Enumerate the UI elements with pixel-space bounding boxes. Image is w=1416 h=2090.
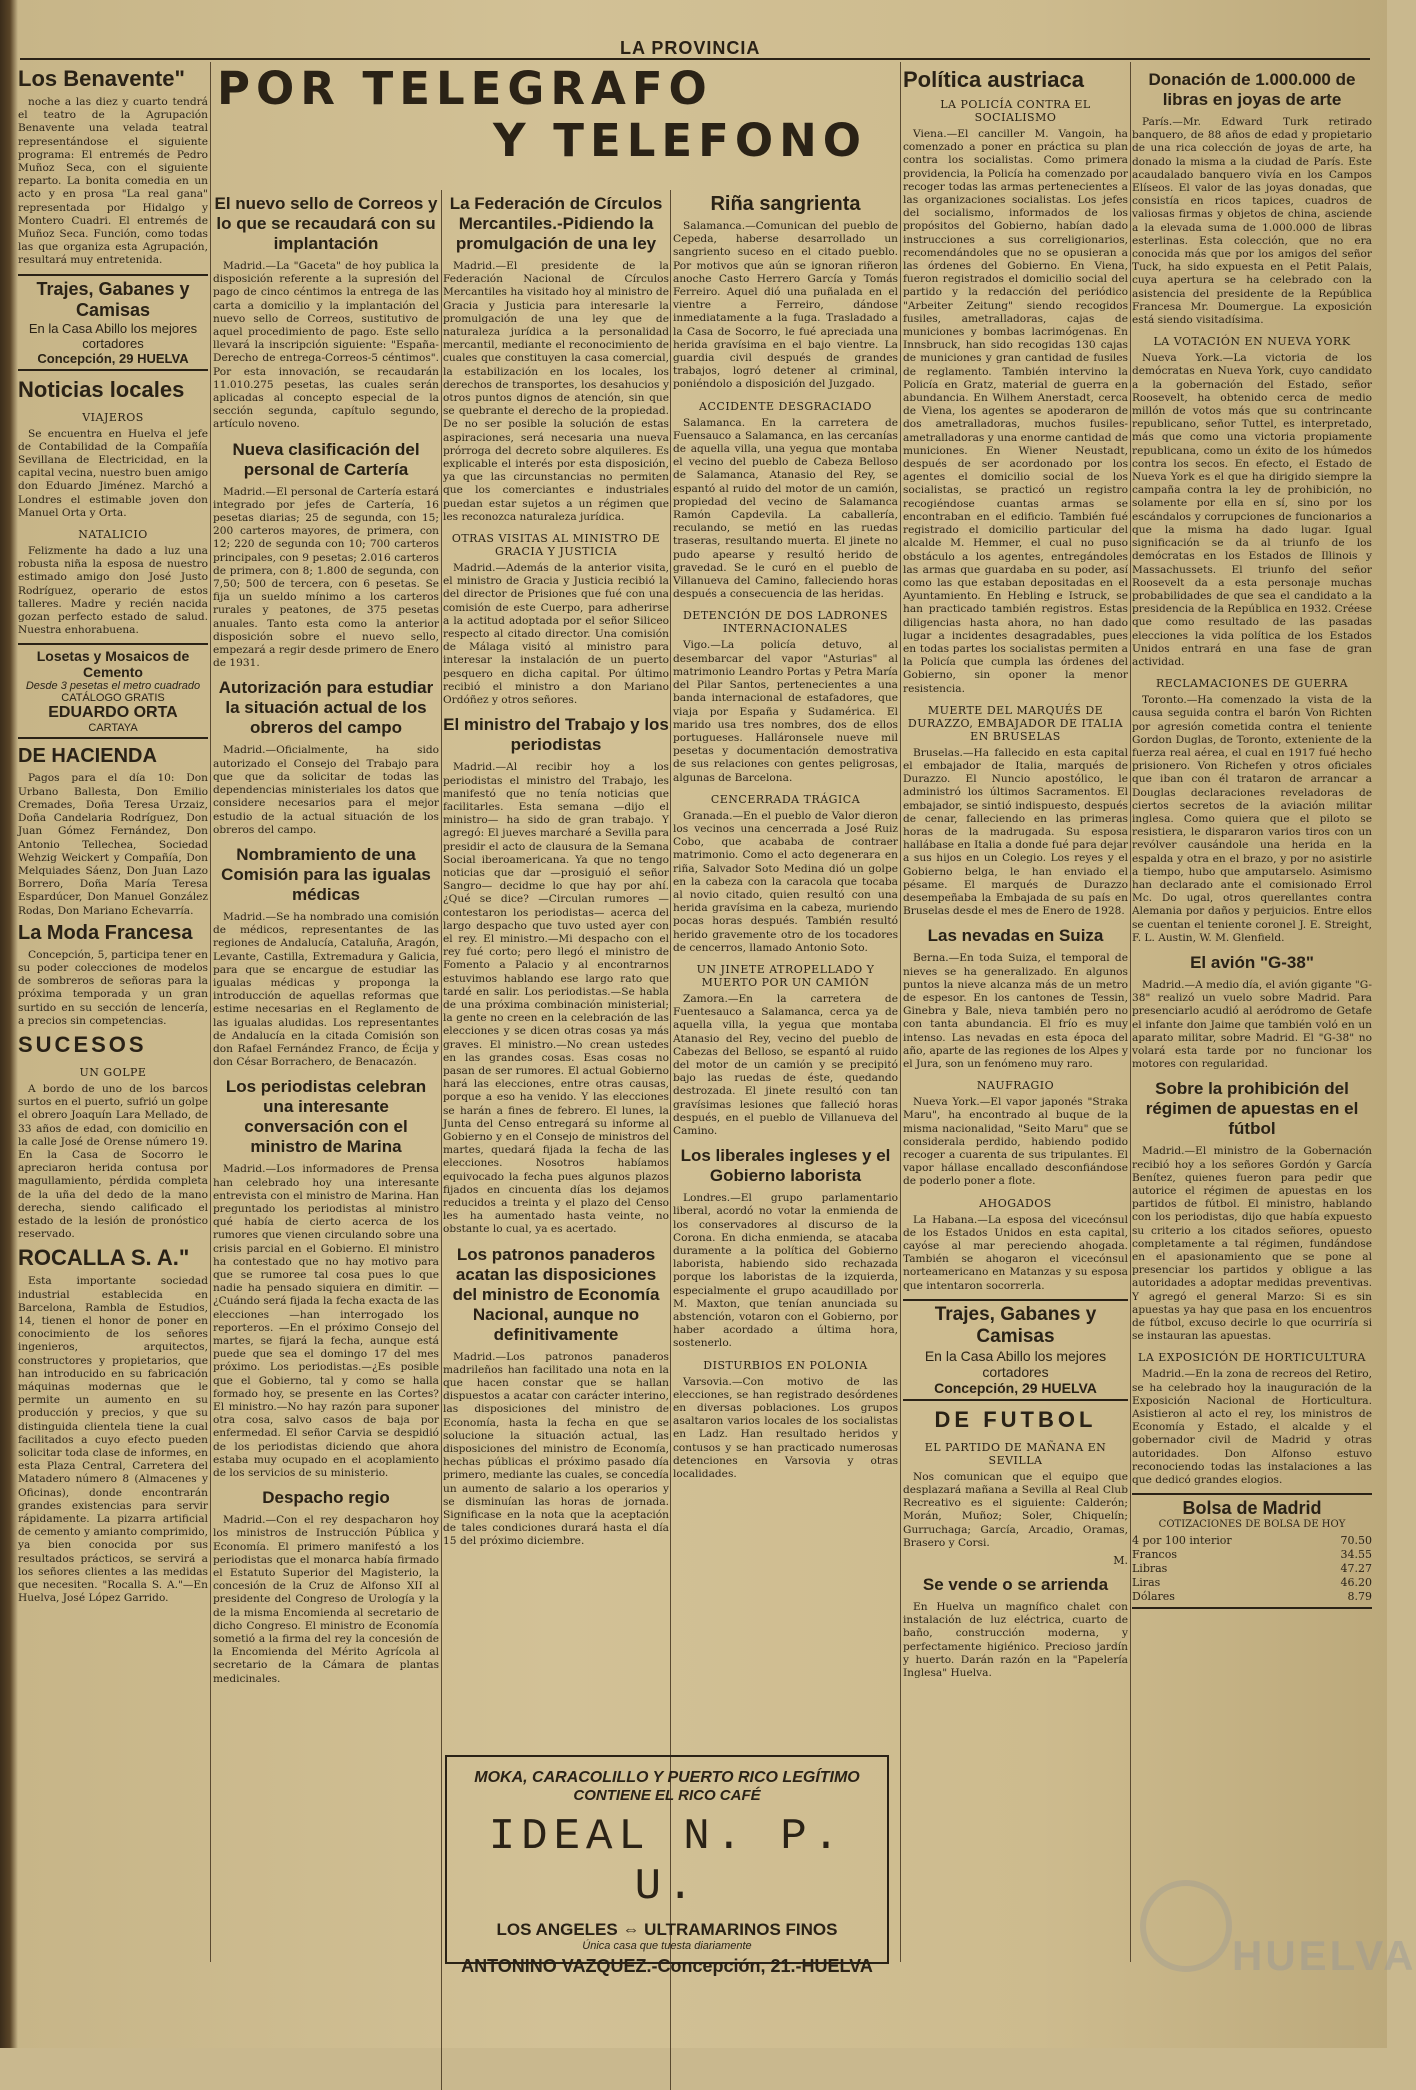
subheading: UN JINETE ATROPELLADO Y MUERTO POR UN CAMIÓN: [696, 962, 875, 989]
article-text: Varsovia.—Con motivo de las elecciones, se han registrado desórdenes en diversas poblaciones. Los grupos asaltaron varios locales de los socialistas en Ladz. Han resultado heridos y contusos y se han practicado numerosas detenciones en Varsovia y otras localidades.: [673, 1375, 898, 1481]
article-headline: La Federación de Círculos Mercantiles.-Pidiendo la promulgación de una ley: [449, 194, 663, 253]
article-text: Salamanca. En la carretera de Fuensauco a Salamanca, en las cercanías de aquella villa, una yegua que montaba el vecino del pueblo de Cabeza Belloso de Salamanca, Atanasio del Rey, se espantó al ruido del motor de un camión, propiedad del vecino de Salamanca Ramón Capdevila. La caballería, reculando, se metió en las ruedas traseras, resultando muerta. El jinete no pudo apearse y resultó herido de gravedad. Se le curó en el pueblo de Villanueva del Camino, falleciendo horas después a consecuencia de las heridas.: [673, 416, 898, 601]
article-text: Madrid.—Los patronos panaderos madrileños han facilitado una nota en la que hacen constar que se hallan dispuestos a acatar con carácter interino, las disposiciones del ministro de Economía, hasta la fecha en que se solucione la situación actual, las disposiciones del ministro de Economía, hechas públicas el próximo pasado día primero, mediante las cuales, se concedía un aumento de salario a los operarios y se disminuían las horas de jornada. Significase en la nota que la aceptación de tales condiciones durará hasta el día 15 del próximo diciembre.: [443, 1350, 669, 1548]
article-headline: Donación de 1.000.000 de libras en joyas de arte: [1148, 70, 1356, 109]
article-text: Nueva York.—La victoria de los demócratas en Nueva York, cuyo candidato a la gobernación del Estado, señor Roosevelt, ha obtenido cerca de medio millón de votos más que su contrincante republicano, señor Tuttel, es interpretado, más que como una victoria propiamente republicana, como un éxito de los húmedos contra los secos. En efecto, el Estado de Nueva York es el que ha dirigido siempre la campaña contra la ley de prohibición, no solamente por ella en sí, sino por los escándalos y corrupciones de funcionarios a que la misma ha dado lugar. Igual significación se da al triunfo de los demócratas en los Estados de Illinois y Massachussets. El triunfo del señor Roosevelt da a esta personaje muchas probabilidades de que sea el candidato a la presidencia de la República en 1932. Créese que como resultado de las pasadas elecciones la vida política de los Estados Unidos entrará en una fase de gran actividad.: [1132, 352, 1372, 668]
ad-line: LOS ANGELES ⇔ ULTRAMARINOS FINOS: [496, 1920, 838, 1939]
article-text: La Habana.—La esposa del vicecónsul de los Estados Unidos en esta capital, cayóse al mar pereciendo ahogada. También se ahogaron el vicecónsul norteamericano en Matanzas y su esposa que intentaron socorrerla.: [903, 1213, 1128, 1292]
bolsa-label: Liras: [1132, 1576, 1161, 1590]
ad-address: ANTONINO VAZQUEZ.-Concepción, 21.-HUELVA: [461, 1956, 873, 1976]
bolsa-value: 47.27: [1340, 1562, 1372, 1576]
subheading: EL PARTIDO DE MAÑANA EN SEVILLA: [924, 1440, 1107, 1467]
article-text: Madrid.—El ministro de la Gobernación recibió hoy a los señores Gordón y García Benítez, quienes fueron para pedir que autorice el régimen de apuestas en los partidos de fútbol. El ministro, hablando con los periodistas, dijo que había expuesto su criterio a los citados señores, opuesto completamente a tal régimen, fundándose en el apasionamiento que se pone al presenciar los partidos y obligue a las autoridades a adoptar medidas preventivas. Y agregó el general Marzo: Si es sin apuestas ya hay que pasa en los encuentros de fútbol, excuso decirle lo que ocurriría si se instauran las apuestas.: [1132, 1145, 1372, 1343]
article-text: A bordo de uno de los barcos surtos en el puerto, sufrió un golpe el obrero Joaquín Lara Mellado, de 33 años de edad, con domicilio en la calle José de Orense número 19. En la Casa de Socorro le apreciaron herida contusa por magullamiento, pérdida completa de la uña del dedo de la mano derecha, siendo calificado el estado de la lesión de pronóstico reservado.: [18, 1082, 208, 1241]
subheading: AHOGADOS: [979, 1196, 1052, 1210]
article-headline: El avión "G-38": [1190, 952, 1314, 972]
subheading: LA VOTACIÓN EN NUEVA YORK: [1153, 335, 1351, 349]
subheading: VIAJEROS: [82, 410, 144, 424]
ad-title: Losetas y Mosaicos de Cemento: [36, 648, 190, 681]
article-text: Madrid.—La "Gaceta" de hoy publica la disposición referente a la supresión del pago de cinco céntimos la entrega de las carta a domicilio y la implantación del nuevo sello de Correos, sustitutivo de aquel procedimiento de pago. Este sello llevará la inscripción siguiente: "España-Derecho de entrega-Correos-5 céntimos". Por esta innovación, se recaudarán 11.010.275 pesetas, las cuales serán aplicadas al concepto especial de la sección segunda, capítulo segundo, artículo noveno.: [213, 260, 439, 431]
ad-trajes: [903, 1299, 1128, 1401]
bolsa-label: Libras: [1132, 1562, 1168, 1576]
archive-logo-icon: [1140, 1880, 1232, 1972]
article-text: Madrid.—Al recibir hoy a los periodistas el ministro del Trabajo, les manifestó que no tenía noticias que facilitarles. Esta semana —dijo el ministro— ha sido de gran trabajo. Y agregó: El jueves marcharé a Sevilla para presidir el acto de clausura de la Semana Social iberoamericana. Ya que no tengo noticias que dar —prosiguió el señor Sangro— decidme lo que hay por ahí. ¿Qué se dice? —Circulan rumores —contestaron los periodistas— acerca del largo despacho que tuvo usted ayer con el rey. El ministro.—Mi despacho con el rey fué corto; pero llegó el ministro de Fomento a Palacio y al encontrarnos estuvimos hablando ese largo rato que tardé en salir. Los periodistas.—Se habla de una próxima combinación ministerial; la gente no creen en la celebración de las elecciones y se dicen otras cosas ya más graves. El ministro.—No crean ustedes en las grandes cosas. Esas cosas no pasan de ser rumores. El actual Gobierno hará las elecciones, entre otras causas, porque a eso ha venido. Y las elecciones se harán a fines de febrero. El lunes, la Junta del Censo entregará su informe al Gobierno y en el Consejo de ministros del martes, quedará fijada la fecha de las elecciones. Nosotros habíamos equivocado la fecha pues algunos plazos fijados en cincuenta días los dejamos reducidos a treinta y el plazo del Censo les ha aumentado hasta veinte, no obstante lo cual, ya es acertado.: [443, 761, 669, 1236]
ad-address: Concepción, 29 HUELVA: [37, 350, 189, 366]
subheading: LA POLICÍA CONTRA EL SOCIALISMO: [940, 98, 1091, 124]
ad-line: MOKA, CARACOLILLO Y PUERTO RICO LEGÍTIMO: [474, 1769, 860, 1786]
article-text: Esta importante sociedad industrial establecida en Barcelona, Rambla de Estudios, 14, tienen el honor de poner en conocimiento de los señores ingenieros, arquitectos, constructores y propietarios, que han introducido en su fabricación máquinas modernas que le permite un aumento en su producción y precios, y que su distinguida clientela tiene la cual facilitados a cuyo efecto pueden solicitar toda clase de informes, en esta Plaza Central, Carretera del Matadero número 8 (Almacenes y Oficinas), donde encontrarán grandes existencias para servir rápidamente. La pizarra artificial de cemento y amianto comprimido, ya bien conocida por sus resultados prácticos, se servirá a los señores clientes a las medidas que necesiten. "Rocalla S. A."—En Huelva, José López Garrido.: [18, 1275, 208, 1605]
column-1: [18, 62, 208, 1962]
section-title: DE FUTBOL: [934, 1406, 1097, 1432]
ad-address: CARTAYA: [88, 722, 138, 735]
article-text: Nueva York.—El vapor japonés "Straka Maru", ha encontrado al buque de la misma nacionalidad, "Seito Maru" que se considerala perdido, habiendo podido recoger a cuarenta de sus tripulantes. El vapor hállase encallado desconfiándose de poderlo poner a flote.: [903, 1096, 1128, 1188]
article-text: Madrid.—Con el rey despacharon hoy los ministros de Instrucción Pública y Economía. El primero manifestó a los periodistas que el monarca había firmado el Estatuto Superior del Magisterio, la concesión de la Cruz de Alfonso XII al presidente del Congreso de Urología y la de la misma Encomienda al secretario de dicho Congreso. El ministro de Economía sometió a la firma del rey la concesión de la Encomienda del Mérito Agrícola al secretario de la Cámara de plantas medicinales.: [213, 1514, 439, 1685]
section-title: ROCALLA S. A.": [18, 1245, 190, 1271]
bolsa-value: 8.79: [1347, 1590, 1372, 1604]
article-text: Vigo.—La policía detuvo, al desembarcar del vapor "Asturias" al matrimonio Leandro Portas y Petra María del Pilar Santos, pertenecientes a una banda internacional de estafadores, que viaja por España y Sudamérica. El marido usa tres nombres, dos de ellos portugueses. Halláronsele nueve mil pesetas y documentación demostrativa de sus relaciones con gentes peligrosas, algunas de Barcelona.: [673, 639, 898, 784]
article-headline: Despacho regio: [262, 1488, 390, 1508]
bolsa-row: [1132, 1576, 1372, 1590]
article-headline: Los periodistas celebran una interesante conversación con el ministro de Marina: [225, 1077, 427, 1157]
ad-line: CONTIENE EL RICO CAFÉ: [573, 1787, 761, 1804]
article-text: Madrid.—En la zona de recreos del Retiro, se ha celebrado hoy la inauguración de la Exposición Nacional de Horticultura. Asistieron al acto el rey, los ministros de Economía y Estado, el alcalde y el gobernador civil de Madrid y otras autoridades. Don Alfonso estuvo reconociendo todas las instalaciones a las que dedicó grandes elogios.: [1132, 1368, 1372, 1487]
column-rule: [900, 62, 901, 1962]
headline-line-1: POR TELEGRAFO: [217, 62, 713, 115]
article-text: Viena.—El canciller M. Vangoin, ha comenzado a poner en práctica su plan contra los socialistas. Como primera providencia, la Policía ha comenzado por recoger todas las armas pertenecientes a las organizaciones socialistas. Los jefes del socialismo, informados de los propósitos del Gobierno, habían dado instrucciones a sus correligionarios, recomendándoles que no se opusieran a las órdenes del Gobierno. En Viena, fueron registrados el domicilio social del partido y la redacción del periódico "Arbeiter Zeitung" siendo recogidos fusiles, ametralladoras, cajas de municiones y bombas lacrimógenas. En Innsbruck, han sido recogidas 130 cajas de municiones y gran cantidad de fusiles de reglamento. También intervino la Policía en Gratz, material de guerra en abundancia. En Wilhem Anerstadt, cerca de Viena, los agentes se apoderaron de dos ametralladoras, muchos fusiles-ametralladoras y una enorme cantidad de municiones. En Wiener Neustadt, después de ser acordonado por los agentes el domicilio social de los socialistas, se practicó un registro recogiéndose cuantas armas se encontraban en el edificio. También fué registrado el domicilio particular del alcalde M. Hemmer, el cual no puso obstáculo a los agentes, entregándoles las armas que guardaba en su poder, así como las que estaban depositadas en el Ayuntamiento. En Hebling e Istruck, se han practicado también registros. Estas diligencias hasta ahora, no han dado lugar a incidentes desagradables, pues en todas partes los socialistas permiten a la Policía que cumpla las órdenes del Gobierno, sin oponer la menor resistencia.: [903, 128, 1128, 695]
ad-line: Única casa que tuesta diariamente: [582, 1940, 752, 1952]
article-text: Madrid.—Se ha nombrado una comisión de médicos, representantes de las regiones de Andalucía, Cataluña, Aragón, Levante, Castilla, Extremadura y Galicia, para que se encargue de estudiar las igualas médicas y proponga la introducción de aquellas reformas que estime necesarias en el Reglamento de las igualas aludidas. Los representantes de Andalucía en la citada Comisión son don Rafael Fernández Franco, de Écija y don César Borrachero, de Benacazón.: [213, 910, 439, 1069]
article-headline: Nueva clasificación del personal de Cartería: [232, 439, 420, 479]
bolsa-row: [1132, 1562, 1372, 1576]
bolsa-box: [1132, 1493, 1372, 1609]
column-3: [443, 186, 669, 1746]
article-headline: Las nevadas en Suiza: [927, 926, 1104, 946]
article-headline: El nuevo sello de Correos y lo que se recaudará con su implantación: [214, 194, 438, 253]
article-text: Madrid.—Oficialmente, ha sido autorizado el Consejo del Trabajo para que que da solicitar de todas las dependencias ministeriales los datos que considere necesarios para el mejor estudio de la actual situación de los obreros del campo.: [213, 744, 439, 836]
article-headline: Los patronos panaderos acatan las disposiciones del ministro de Economía Nacional, aunque no definitivamente: [452, 1244, 660, 1344]
ad-brand: IDEAL N. P. U.: [488, 1812, 846, 1912]
article-text: Se encuentra en Huelva el jefe de Contabilidad de la Compañía Sevillana de Electricidad, en la capital vecina, nuestro buen amigo don Eduardo Jiménez. Marchó a Londres el estimable joven don Manuel Orta y Orta.: [18, 427, 208, 519]
headline-line-2: Y TELEFONO: [493, 114, 868, 167]
column-4: [673, 186, 898, 1746]
ad-subtitle: Desde 3 pesetas el metro cuadrado: [25, 680, 201, 693]
article-headline: Nombramiento de una Comisión para las igualas médicas: [221, 844, 431, 904]
ad-title: Trajes, Gabanes y Camisas: [36, 278, 190, 320]
subheading: OTRAS VISITAS AL MINISTRO DE GRACIA Y JUSTICIA: [451, 532, 661, 559]
subheading: CENCERRADA TRÁGICA: [710, 792, 861, 806]
section-title: La Moda Francesa: [18, 921, 193, 944]
article-text: Granada.—En el pueblo de Valor dieron los vecinos una cencerrada a José Ruiz Cobo, que acababa de contraer matrimonio. Como el acto degenerara en riña, Salvador Soto Medina dió un golpe en la cabeza con la caracola que tocaba al novio citado, quien resultó con una herida gravísima en la cabeza, muriendo pocas horas después. También resultó herido gravemente otro de los tocadores de cencerros, llamado Antonio Soto.: [673, 809, 898, 954]
article-text: Londres.—El grupo parlamentario liberal, acordó no votar la enmienda de los conservadores al discurso de la Corona. En dicha enmienda, se atacaba duramente a la política del Gobierno laborista, habiendo sido rechazada porque los laboristas de la izquierda, especialmente el grupo acaudillado por M. Maxton, que tenían anunciada su abstención, votaron con el Gobierno, por haber acordado a última hora, sostenerlo.: [673, 1192, 898, 1350]
article-headline: Los liberales ingleses y el Gobierno laborista: [680, 1146, 891, 1186]
section-title: SUCESOS: [18, 1031, 147, 1057]
bolsa-label: 4 por 100 interior: [1132, 1534, 1232, 1548]
bolsa-label: Francos: [1132, 1548, 1177, 1562]
column-rule: [1130, 62, 1131, 1962]
article-text: Madrid.—Los informadores de Prensa han celebrado hoy una interesante entrevista con el ministro de Marina. Han preguntado los periodistas al ministro qué había de cierto acerca de los rumores que vienen circulando sobre una crisis parcial en el Gobierno. El ministro ha contestado que no hay motivo para que se rumoree tal cosa pues lo que nadie ha pensado siquiera en dimitir. —¿Cuándo será fijada la fecha exacta de las elecciones —han interrogado los reporteros. —En el próximo Consejo del martes, se fijará la fecha, aunque está puede que sea el domingo 17 del mes próximo. Los periodistas.—¿Es posible que el Gobierno, tal y como se halla formado hoy, se presente en las Cortes? El ministro.—No hay razón para suponer otra cosa, salvo casos de baja por enfermedad. El señor Carvia se despidió de los periodistas diciendo que ahora estaba muy ocupado en el acoplamiento de los servicios de su ministerio.: [213, 1163, 439, 1480]
subheading: UN GOLPE: [79, 1065, 147, 1079]
column-5: [903, 62, 1128, 1962]
section-title: Noticias locales: [18, 376, 185, 402]
article-text: Madrid.—A medio día, el avión gigante "G-38" realizó un vuelo sobre Madrid. Para presenciarlo acudió al aeródromo de Getafe el infante don Jaime que también voló en un aparato militar, sobre Madrid. El "G-38" no volará esta tarde por no funcionar los motores con regularidad.: [1132, 978, 1372, 1071]
section-title: Los Benavente": [18, 66, 185, 91]
ad-losetas: [18, 643, 208, 739]
ad-title: Trajes, Gabanes y Camisas: [934, 1303, 1097, 1347]
masthead-title: LA PROVINCIA: [620, 38, 761, 58]
column-2: [213, 186, 439, 1966]
ad-subtitle: En la Casa Abillo los mejores cortadores: [28, 320, 198, 351]
article-headline: El ministro del Trabajo y los periodistas: [443, 715, 669, 755]
subheading: LA EXPOSICIÓN DE HORTICULTURA: [1138, 1351, 1366, 1365]
article-text: Berna.—En toda Suiza, el temporal de nieves se ha generalizado. En algunos puntos la nieve alcanza más de un metro de espesor. En los cantones de Tessin, Ginebra y Bale, nieva también pero no con tanta abundancia. El frío es muy intenso. Las nevadas en esta época del año, aparte de las regiones de los Alpes y el Jura, son un fenómeno muy raro.: [903, 952, 1128, 1070]
bolsa-value: 34.55: [1340, 1548, 1372, 1562]
bolsa-subtitle: COTIZACIONES DE BOLSA DE HOY: [1158, 1519, 1346, 1531]
bolsa-row: [1132, 1590, 1372, 1604]
column-rule: [210, 62, 211, 1962]
ad-name: EDUARDO ORTA: [48, 704, 178, 722]
article-headline: Riña sangrienta: [710, 193, 861, 215]
bolsa-value: 70.50: [1340, 1534, 1372, 1548]
column-rule: [441, 190, 442, 2090]
article-text: Madrid.—Además de la anterior visita, el ministro de Gracia y Justicia recibió la del director de Prisiones que fué con una comisión de este Cuerpo, para adherirse a la actitud adoptada por el señor Siliceo respecto al citado director. Una comisión de Málaga visitó al ministro para interesar la instalación de un puerto pesquero en dicha capital. Por último recibió el ministro a don Mariano Ordóñez y otros señores.: [443, 562, 669, 707]
masthead: [20, 38, 1370, 60]
subheading: MUERTE DEL MARQUÉS DE DURAZZO, EMBAJADOR DE ITALIA EN BRUSELAS: [907, 703, 1124, 743]
subheading: DETENCIÓN DE DOS LADRONES INTERNACIONALES: [682, 609, 889, 636]
column-6: [1132, 62, 1372, 1962]
article-text: noche a las diez y cuarto tendrá el teatro de la Agrupación Benavente una velada teatral representándose el siguiente programa: El entremés de Pedro Muñoz Seca, con el siguiente reparto. La bonita comedia en un acto y en prosa "La real gana" representada por Hidalgo y Montero Cuadri. El entremés de Muñoz Seca. Función, como todas las que organiza esta Agrupación, resultará muy entretenida.: [18, 96, 208, 267]
article-text: Madrid.—El presidente de la Federación Nacional de Círculos Mercantiles ha visitado hoy al ministro de Gracia y Justicia para interesarle la promulgación de una ley que de naturaleza jurídica a la personalidad mercantil, mediante el reconocimiento de cuales que constituyen la casa comercial, la estabilización en los locales, los derechos de transportes, los desahucios y otros puntos dignos de atención, sin que se quebrante el derecho de la propiedad. De no ser posible la solución de estas aspiraciones, será necesaria una nueva prórroga del decreto sobre alquileres. Es explicable el interés por esta disposición, ya que las circunstancias no permiten que los comerciantes e industriales puedan estar sujetos a un régimen que les reconozca naturaleza jurídica.: [443, 260, 669, 523]
bolsa-title: Bolsa de Madrid: [1182, 1498, 1322, 1519]
subheading: NATALICIO: [78, 528, 148, 542]
article-headline: Autorización para estudiar la situación actual de los obreros del campo: [218, 678, 434, 738]
bolsa-value: 46.20: [1340, 1576, 1372, 1590]
signature: M.: [1113, 1554, 1128, 1568]
article-headline: Política austriaca: [903, 67, 1084, 92]
article-text: París.—Mr. Edward Turk retirado banquero, de 88 años de edad y propietario de una rica colección de joyas de arte, ha donado la misma a la ciudad de París. Este acaudalado banquero vivía en los Campos Elíseos. El valor de las joyas donadas, que consistía en ricos tapices, cuadros de valiosas firmas y objetos de china, asciende a la elevada suma de 1.000.000 de libras esterlinas. Esta colección, que no era conocida más que por los amigos del señor Tuck, ha sido expuesta en el Petit Palais, cuya apertura se ha celebrado con la asistencia del presidente de la República Francesa Mr. Doumergue. La exposición está siendo visitadísima.: [1132, 116, 1372, 327]
section-title: DE HACIENDA: [18, 745, 157, 768]
bolsa-row: [1132, 1534, 1372, 1548]
article-text: Salamanca.—Comunican del pueblo de Cepeda, haberse desarrollado un sangriento suceso en el citado pueblo. Por motivos que aún se ignoran riñeron anoche Casto Herrero García y Tomás Ferreiro. Aquel dió una puñalada en el vientre a Ferreiro, dándose inmediatamente a la fuga. Trasladado a la Casa de Socorro, le fué apreciada una herida gravísima en el bajo vientre. La guardia civil después de grandes trabajos, logró detener al criminal, poniéndolo a disposición del Juzgado.: [673, 220, 898, 391]
ad-trajes: [18, 274, 208, 371]
article-text: Bruselas.—Ha fallecido en esta capital el embajador de Italia, marqués de Durazzo. El Nuncio apostólico, le administró los últimos Sacramentos. El embajador, se sintió indispuesto, después de cenar, falleciendo en las primeras horas de la madrugada. Su esposa hallábase en Italia a donde fué para dejar a sus hijos en un Colegio. Los reyes y el Gobierno belga, le han enviado el pésame. El marqués de Durazzo desempeñaba la Embajada de su país en Bruselas desde el mes de Enero de 1928.: [903, 746, 1128, 918]
subheading: ACCIDENTE DESGRACIADO: [699, 399, 872, 413]
subheading: RECLAMACIONES DE GUERRA: [1155, 677, 1349, 691]
ad-address: Concepción, 29 HUELVA: [934, 1379, 1097, 1396]
article-headline: Se vende o se arrienda: [922, 1575, 1109, 1595]
article-text: Pagos para el día 10: Don Urbano Ballesta, Don Emilio Cremades, Doña Teresa Urzaiz, Doña Candelaria Rodríguez, Don Juan Gómez Fernández, Don Antonio Tellechea, Sociedad Wehzig Weickert y Compañía, Don Melquiades Sáenz, Don Juan Lazo Borrero, Doña María Teresa Espardúcer, Don Manuel González Rodas, Don Mariano Echevarría.: [18, 772, 208, 917]
ad-subtitle: En la Casa Abillo los mejores cortadores: [924, 1347, 1107, 1380]
article-text: Concepción, 5, participa tener en su poder colecciones de modelos de sombreros de señoras para la próxima temporada y un gran surtido en su sección de lencería, a precios sin competencias.: [18, 948, 208, 1027]
article-text: Nos comunican que el equipo que desplazará mañana a Sevilla al Real Club Recreativo es el siguiente: Calderón; Morán, Muñoz; Soler, Chiquelín; Gurruchaga; García, Arcadio, Oramas, Brasero y Corsi.: [903, 1470, 1128, 1549]
subheading: DISTURBIOS EN POLONIA: [703, 1358, 868, 1372]
subheading: NAUFRAGIO: [976, 1079, 1055, 1093]
article-text: Toronto.—Ha comenzado la vista de la causa seguida contra el barón Von Richten por agresión cometida contra el teniente Gordon Duglas, de Toronto, exteniente de la fuerza real aérea, el cual en 1917 fué hecho prisionero. Von Richefen y otros oficiales que iban con él trataron de arrancar a Douglas declaraciones reveladoras de ciertos secretos de la aviación militar inglesa. Como quiera que el piloto se resistiera, le dispararon varios tiros con un revólver causándole una herida en la espalda y otra en el brazo, y por no asistirle a tiempo, hubo que amputarselo. Asimismo han declarado ante el comisionado Errol Mc. Do ugal, otros querellantes contra Alemania por daños y perjuicios. Entre ellos se cuentan el teniente coronel J. E. Streight, F. L. Austin, W. M. Glenfield.: [1132, 694, 1372, 944]
main-headline: [213, 62, 898, 184]
article-headline: Sobre la prohibición del régimen de apuestas en el fútbol: [1145, 1079, 1359, 1139]
article-text: Felizmente ha dado a luz una robusta niña la esposa de nuestro estimado amigo don José Justo Rodríguez, operario de estos talleres. Madre y recién nacida gozan perfecto estado de salud. Nuestra enhorabuena.: [18, 545, 208, 637]
article-text: En Huelva un magnífico chalet con instalación de luz eléctrica, cuarto de baño, construcción moderna, y perfectamente higiénico. Precioso jardín y huerto. Darán razón en la "Papelería Inglesa" Huelva.: [903, 1601, 1128, 1680]
ad-ideal-coffee: [445, 1755, 889, 1976]
article-text: Madrid.—El personal de Cartería estará integrado por jefes de Cartería, 16 pesetas diarias; 25 de segunda, con 15; 200 carteros mayores, de primera, con 12; 220 de segunda con 10; 700 carteros principales, con 9 pesetas; 2.016 carteros de primera, con 8; 1.800 de segunda, con 7,50; 500 de tercera, con 6 pesetas. Se fija un sueldo mínimo a los carteros rurales y peatones, de 375 pesetas anuales. Tanto esta como la anterior disposición sobre el nuevo sello, empezará a regir desde primero de Enero de 1931.: [213, 485, 439, 670]
archive-watermark: HUELVA: [1232, 1932, 1416, 1979]
ad-catalog: CATÁLOGO GRATIS: [61, 692, 165, 705]
article-text: Zamora.—En la carretera de Fuentesauco a Salamanca, cerca ya de aquella villa, la yegua que montaba Atanasio del Rey, vecino del pueblo de Cabezas del Belloso, se espantó al ruido del motor de un camión y se precipitó bajo las ruedas de éste, quedando destrozada. El jinete resultó con tan gravísimas lesiones que falleció horas después, en el pueblo de Villanueva del Camino.: [673, 992, 898, 1137]
bolsa-row: [1132, 1548, 1372, 1562]
bolsa-label: Dólares: [1132, 1590, 1175, 1604]
